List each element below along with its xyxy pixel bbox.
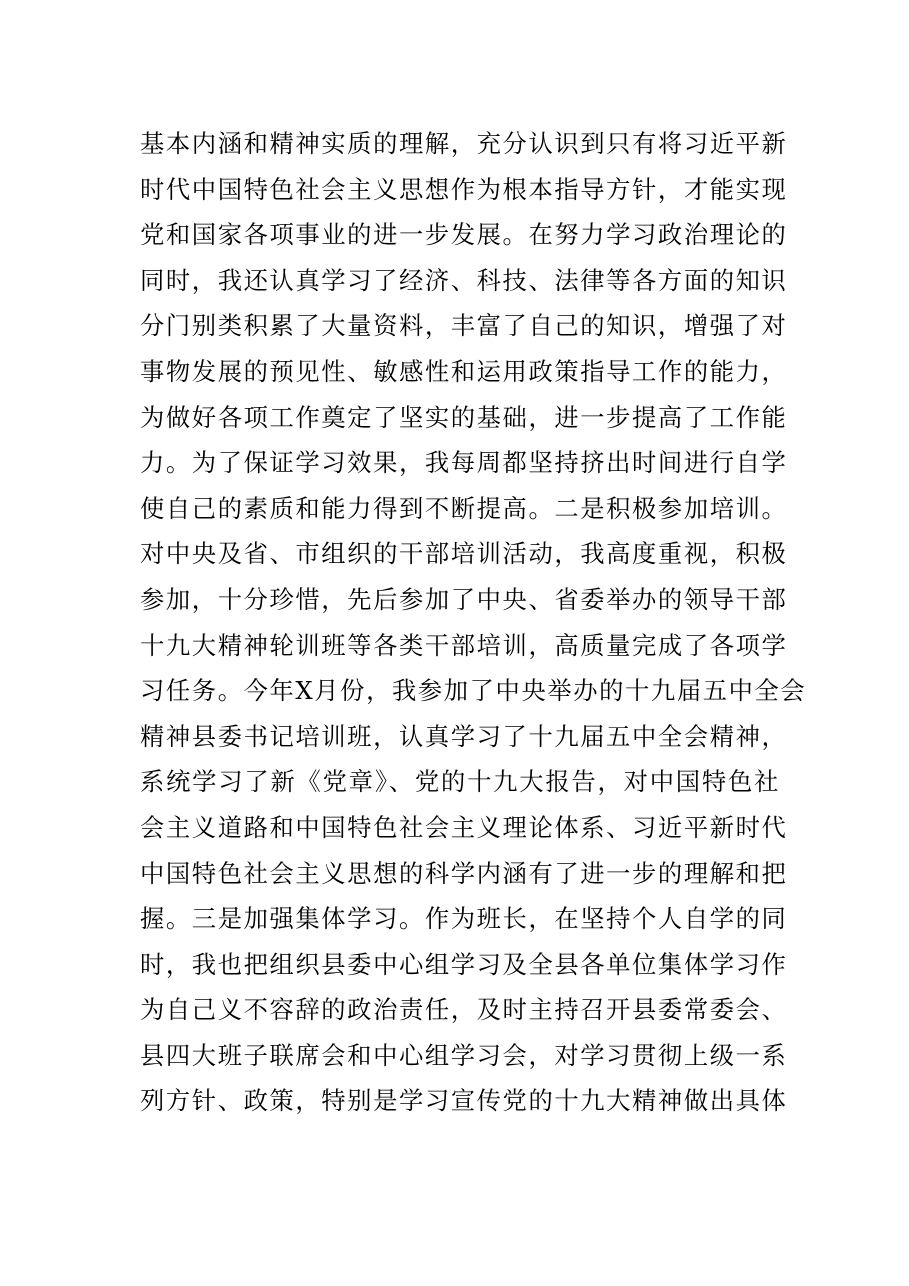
text-line: 分门别类积累了大量资料，丰富了自己的知识，增强了对 [140, 311, 788, 341]
text-line: 十九大精神轮训班等各类干部培训，高质量完成了各项学 [140, 630, 788, 660]
text-line: 对中央及省、市组织的干部培训活动，我高度重视，积极 [140, 539, 788, 569]
text-line: 力。为了保证学习效果，我每周都坚持挤出时间进行自学 [140, 448, 788, 478]
text-line: 党和国家各项事业的进一步发展。在努力学习政治理论的 [140, 220, 788, 250]
text-line: 基本内涵和精神实质的理解，充分认识到只有将习近平新 [140, 129, 788, 158]
text-line: 时代中国特色社会主义思想作为根本指导方针，才能实现 [140, 174, 788, 204]
text-line: 握。三是加强集体学习。作为班长，在坚持个人自学的同 [140, 904, 788, 934]
body-text [140, 121, 807, 1124]
text-line: 同时，我还认真学习了经济、科技、法律等各方面的知识 [140, 265, 788, 295]
text-line: 时，我也把组织县委中心组学习及全县各单位集体学习作 [140, 949, 788, 979]
text-line: 使自己的素质和能力得到不断提高。二是积极参加培训。 [140, 493, 788, 523]
text-line: 中国特色社会主义思想的科学内涵有了进一步的理解和把 [140, 858, 788, 888]
text-line: 系统学习了新《党章》、党的十九大报告，对中国特色社 [140, 767, 780, 797]
text-line: 精神县委书记培训班，认真学习了十九届五中全会精神， [140, 721, 788, 751]
text-line: 为做好各项工作奠定了坚实的基础，进一步提高了工作能 [140, 402, 788, 432]
text-line: 县四大班子联席会和中心组学习会，对学习贯彻上级一系 [140, 1040, 788, 1070]
text-line: 习任务。今年X月份，我参加了中央举办的十九届五中全会 [140, 676, 807, 706]
text-line: 参加，十分珍惜，先后参加了中央、省委举办的领导干部 [140, 584, 788, 614]
text-line: 列方针、政策，特别是学习宣传党的十九大精神做出具体 [140, 1086, 788, 1116]
text-line: 事物发展的预见性、敏感性和运用政策指导工作的能力， [140, 356, 788, 386]
text-line: 会主义道路和中国特色社会主义理论体系、习近平新时代 [140, 812, 788, 842]
text-line: 为自己义不容辞的政治责任，及时主持召开县委常委会、 [140, 995, 788, 1025]
